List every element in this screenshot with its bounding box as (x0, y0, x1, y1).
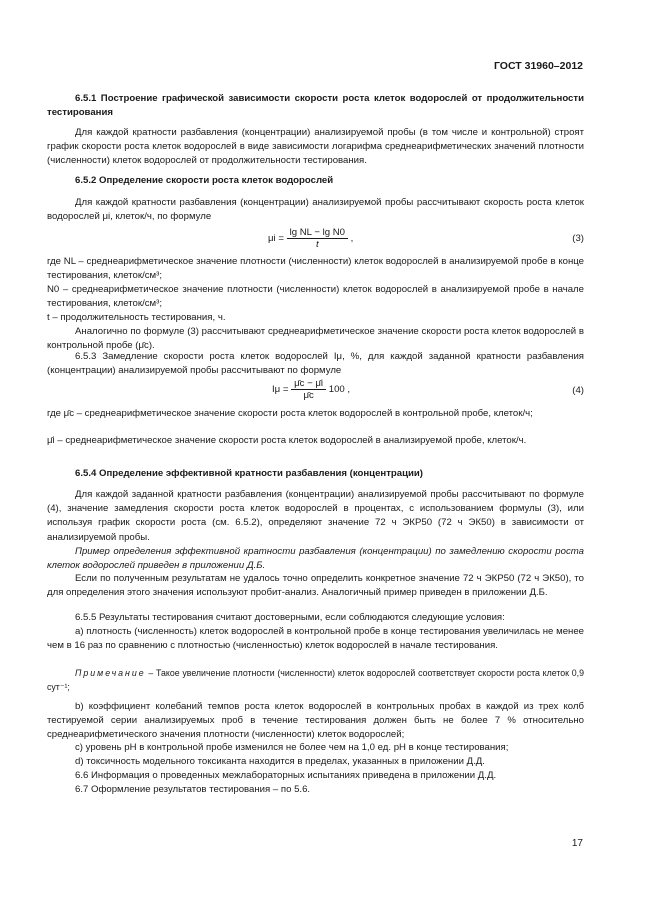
section-6-5-4-paragraph-1: Для каждой заданной кратности разбавления (концентрации) анализируемой пробы рассчитывают по формуле (4), значение замедления скорости роста клеток водорослей в процентах, с использованием формулы (3), или используя график скорости роста (см. 6.5.2), определяют значение 72 ч ЭКР50 (72 ч ЭК50) в зависимости от анализируемой пробы. (47, 489, 584, 543)
section-6-6: 6.6 Информация о проведенных межлабораторных испытаниях приведена в приложении Д.Д. (75, 770, 497, 781)
section-6-5-1-paragraph: Для каждой кратности разбавления (концентрации) анализируемой пробы (в том числе и контрольной) строят график скорости роста клеток водорослей в виде зависимости логарифма среднеарифметических значений плотности (численности) клеток водорослей от продолжительности тестирования. (47, 127, 584, 167)
section-6-5-4-title: 6.5.4 Определение эффективной кратности разбавления (концентрации) (75, 468, 423, 479)
definition-t: t – продолжительность тестирования, ч. (47, 312, 226, 323)
section-6-5-4-paragraph-3: Если по полученным результатам не удалось точно определить конкретное значение 72 ч ЭКР50 (72 ч ЭК50), то для определения этого значения используют пробит-анализ. Аналогичный пример приведен в приложении Д.Б. (47, 573, 584, 599)
definition-mu-i: μ̄i – среднеарифметическое значение скорости роста клеток водорослей в анализируемой пробе, клеток/ч. (47, 435, 527, 446)
formula-4-denominator: μ̄c (303, 390, 314, 401)
section-6-7: 6.7 Оформление результатов тестирования – по 5.6. (75, 784, 311, 795)
standard-header: ГОСТ 31960–2012 (493, 60, 583, 72)
note-text: – Такое увеличение плотности (численности) клеток водорослей соответствует скорости роста клеток 0,9 сут⁻¹; (47, 668, 584, 693)
formula-3-denominator: t (315, 239, 319, 250)
note-label: Примечание (75, 668, 146, 678)
formula-4-fraction (291, 378, 326, 401)
condition-a: а) плотность (численность) клеток водорослей в контрольной пробе в конце тестирования увеличилась не менее чем в 16 раз по сравнению с плотностью (численностью) клеток водорослей в начале тестирования. (47, 626, 584, 652)
formula-3-numerator: lg NL − lg N0 (287, 227, 348, 239)
formula-3-fraction (287, 227, 348, 250)
formula-4-numerator: μ̄c − μ̄i (291, 378, 326, 390)
section-6-5-2-control-paragraph: Аналогично по формуле (3) рассчитывают среднеарифметическое значение скорости роста клеток водорослей в контрольной пробе (μ̄c). (47, 326, 584, 352)
definition-nl: где NL – среднеарифметическое значение плотности (численности) клеток водорослей в анализируемой пробе в конце тестирования, клеток/см³; (47, 256, 584, 282)
equation-number-4: (4) (572, 385, 584, 396)
condition-c: c) уровень pH в контрольной пробе изменился не более чем на 1,0 ед. pH в конце тестирования; (75, 742, 509, 753)
section-6-5-1-title: 6.5.1 Построение графической зависимости скорости роста клеток водорослей от продолжительности тестирования (47, 93, 584, 119)
formula-4 (272, 378, 350, 401)
equation-number-3: (3) (572, 233, 584, 244)
section-6-5-4-example: Пример определения эффективной кратности разбавления (концентрации) по замедлению скорости роста клеток водорослей приведен в приложении Д.Б. (47, 546, 584, 572)
definition-mu-c: где μ̄c – среднеарифметическое значение скорости роста клеток водорослей в контрольной пробе, клеток/ч; (47, 408, 533, 419)
condition-b: b) коэффициент колебаний темпов роста клеток водорослей в контрольных пробах в каждой из трех колб тестируемой серии анализируемых проб в течение тестирования должен быть не более 7 % относительно среднеарифметического значения плотности (численности) клеток водорослей; (47, 701, 584, 741)
section-6-5-2-paragraph: Для каждой кратности разбавления (концентрации) анализируемой пробы рассчитывают скорость роста клеток водорослей μi, клеток/ч, по формуле (47, 197, 584, 223)
condition-d: d) токсичность модельного токсиканта находится в пределах, указанных в приложении Д.Д. (75, 756, 485, 767)
definition-n0: N0 – среднеарифметическое значение плотности (численности) клеток водорослей в анализируемой пробе в начале тестирования, клеток/см³; (47, 284, 584, 310)
formula-4-lhs: Iμ = (272, 384, 289, 396)
page-number: 17 (571, 838, 583, 849)
formula-3-lhs: μi = (268, 233, 284, 245)
formula-4-tail: 100 , (328, 384, 351, 396)
section-6-5-3-paragraph: 6.5.3 Замедление скорости роста клеток водорослей Iμ, %, для каждой заданной кратности разбавления (концентрации) анализируемой пробы рассчитывают по формуле (47, 351, 584, 377)
note (47, 666, 584, 694)
section-6-5-2-title: 6.5.2 Определение скорости роста клеток водорослей (75, 175, 334, 186)
formula-3: μi = $\frac{\text{lg NL − lg N0}}{t}$ , (268, 227, 354, 250)
section-6-5-5-intro: 6.5.5 Результаты тестирования считают достоверными, если соблюдаются следующие условия: (75, 612, 505, 623)
